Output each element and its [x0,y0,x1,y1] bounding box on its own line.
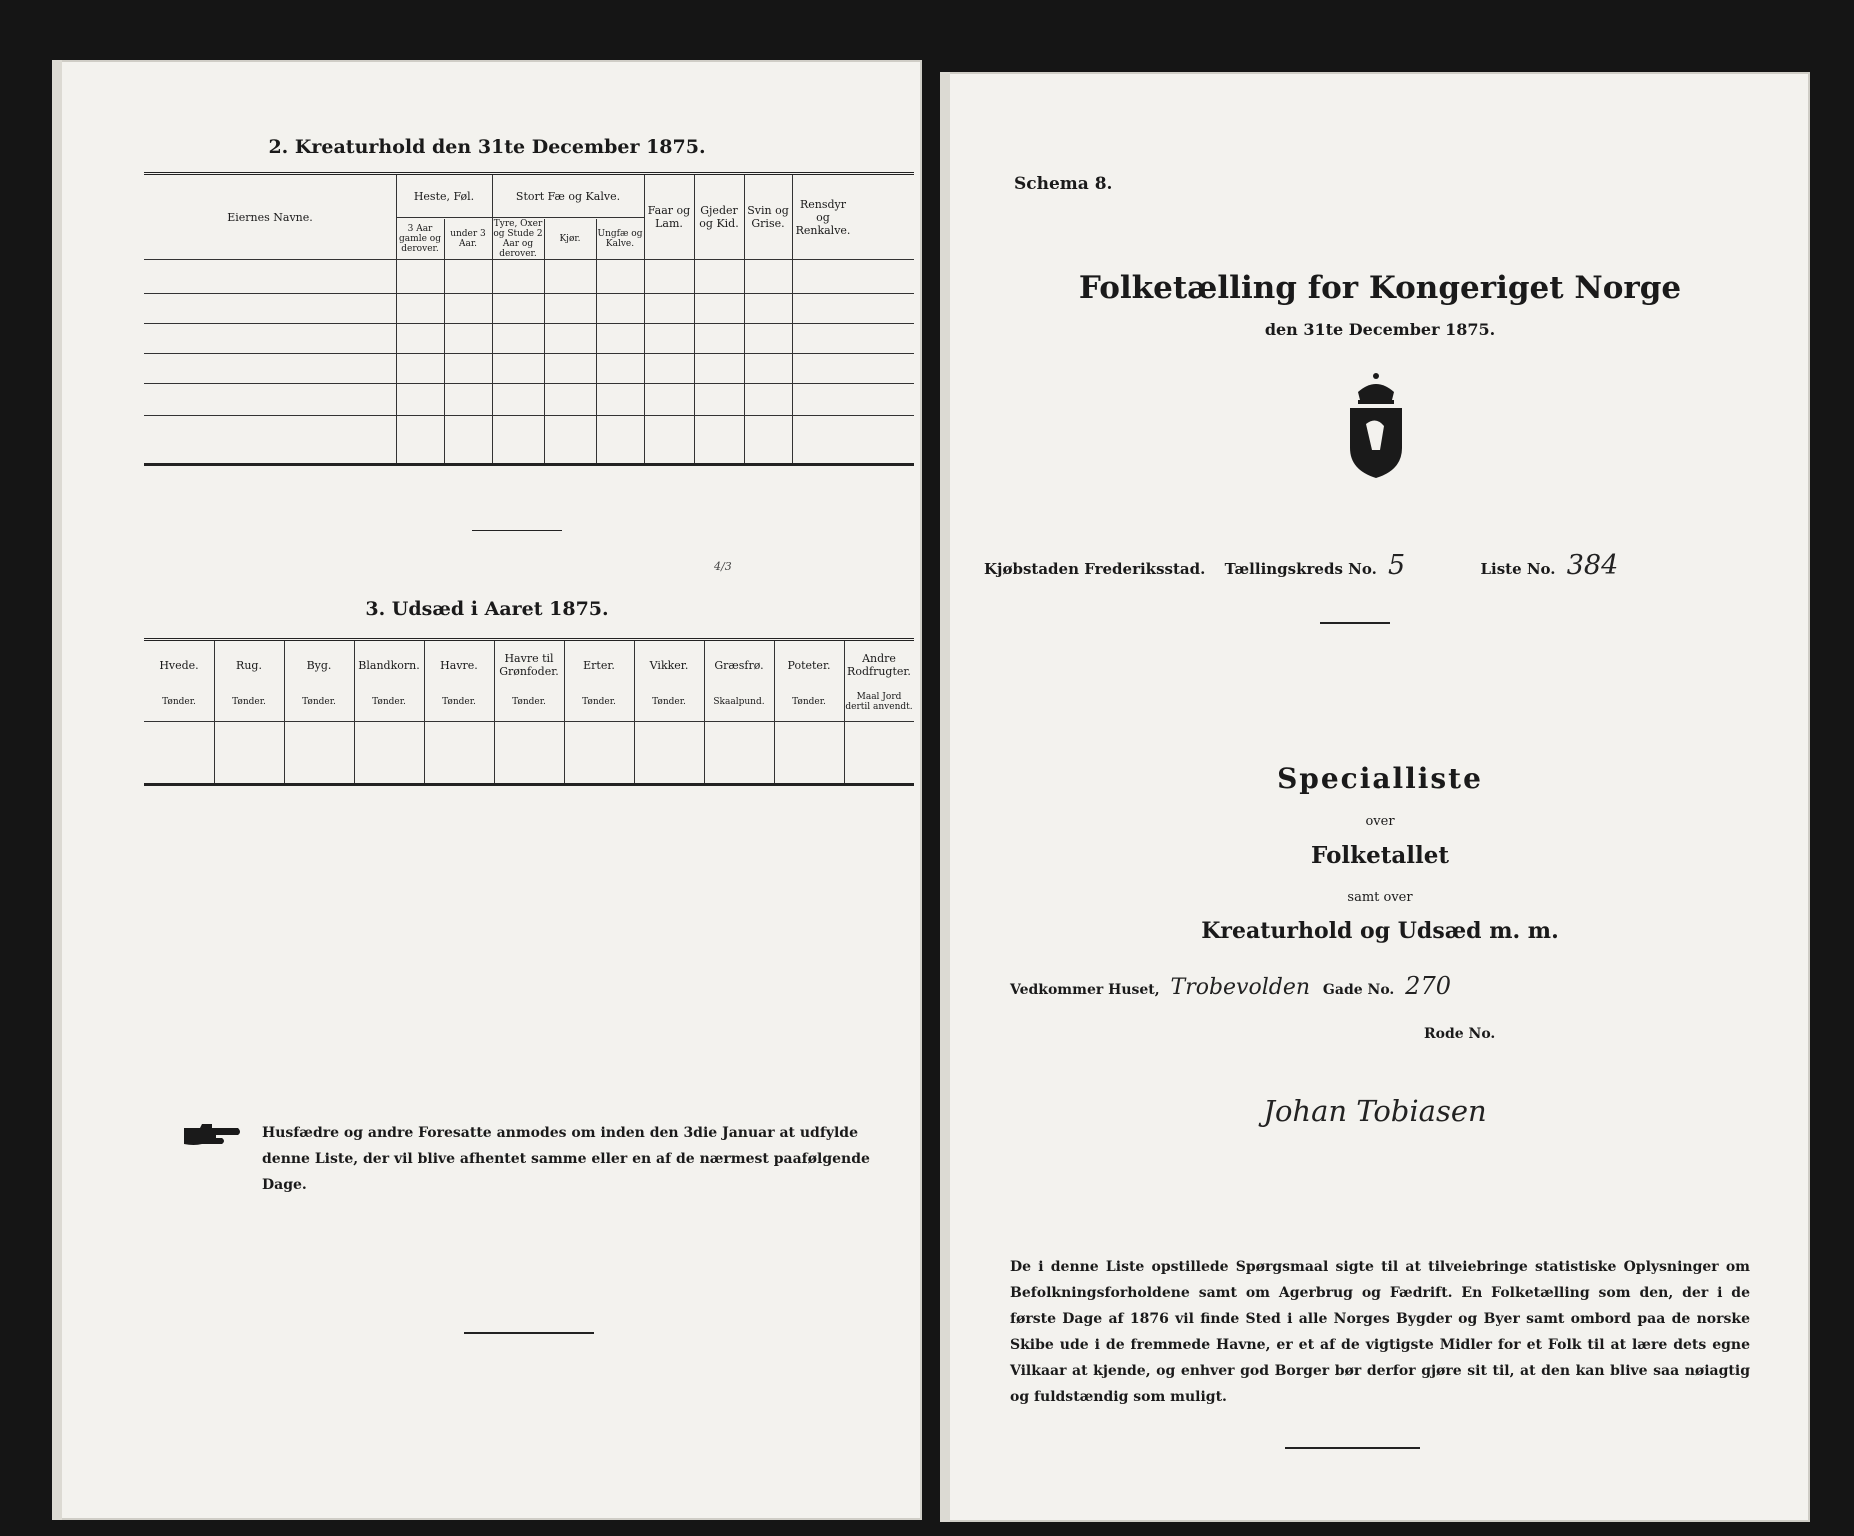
house-row [1010,972,1451,1000]
seed-col-name: Byg. [306,658,332,672]
seed-table [144,638,914,786]
right-page [940,72,1810,1522]
list-label: Liste No. [1480,560,1556,578]
col-horses-young: under 3 Aar. [450,229,486,249]
col-cattle-bulls: Tyre, Oxer og Stude 2 Aar og derover. [493,219,543,259]
signature: Johan Tobiasen [1263,1094,1487,1128]
schema-label: Schema 8. [1014,174,1113,194]
district-value: 5 [1388,550,1406,581]
seed-col-unit: Maal Jord dertil anvendt. [845,692,913,712]
group-cattle: Stort Fæ og Kalve. [515,189,621,203]
district-label: Tællingskreds No. [1224,560,1377,578]
col-cattle-cows: Kjør. [559,234,581,244]
col-owner-names: Eiernes Navne. [227,210,313,224]
seed-col-name: Erter. [583,658,615,672]
notice-text: Husfædre og andre Foresatte anmodes om inden den 3die Januar at udfylde denne Liste, der vil blive afhentet samme eller en af de nærmest paafølgende Dage. [262,1125,870,1193]
main-title: Folketælling for Kongeriget Norge [1078,270,1682,306]
special-list-title: Specialliste [1277,762,1483,795]
page-edge [52,60,62,1520]
location-row [984,550,1784,581]
divider [1320,622,1390,624]
pointing-hand-icon [182,1122,242,1154]
title-date: den 31te December 1875. [1264,320,1496,339]
over-text: over [1365,814,1395,829]
seed-col-unit: Tønder. [652,697,686,707]
livestock-table [144,172,914,466]
page-edge [940,72,950,1522]
seed-col-name: Poteter. [787,658,831,672]
seed-col-unit: Tønder. [162,697,196,707]
seed-col-unit: Tønder. [442,697,476,707]
seed-col-name: Havre. [440,658,478,672]
left-page [52,60,922,1520]
col-horses-old: 3 Aar gamle og derover. [399,224,441,254]
folketallet: Folketallet [1311,842,1449,869]
seed-title: 3. Udsæd i Aaret 1875. [365,598,609,620]
seed-col-name: Rug. [236,658,262,672]
seed-col-unit: Tønder. [302,697,336,707]
divider [472,530,562,531]
seed-col-name: Andre Rodfrugter. [847,652,911,678]
seed-col-unit: Skaalpund. [713,697,765,707]
group-horses: Heste, Føl. [413,189,475,203]
livestock-title: 2. Kreaturhold den 31te December 1875. [268,136,706,158]
seed-col-name: Havre til Grønfoder. [499,652,559,678]
col-goats: Gjeder og Kid. [699,204,739,230]
seed-col-unit: Tønder. [582,697,616,707]
coat-of-arms-icon [1344,370,1408,484]
bottom-rule [464,1332,594,1334]
col-pigs: Svin og Grise. [747,204,789,230]
seed-col-unit: Tønder. [512,697,546,707]
col-sheep: Faar og Lam. [647,204,691,230]
house-value: Trobevolden [1170,975,1311,1000]
street-value: 270 [1405,972,1451,1000]
seed-col-unit: Tønder. [372,697,406,707]
house-label: Vedkommer Huset, [1010,982,1160,998]
col-cattle-young: Ungfæ og Kalve. [597,229,643,249]
bottom-rule [1285,1447,1420,1449]
seed-col-unit: Tønder. [232,697,266,707]
seed-col-unit: Tønder. [792,697,826,707]
seed-col-name: Blandkorn. [358,658,420,672]
seed-col-name: Hvede. [159,658,199,672]
list-value: 384 [1566,550,1619,581]
seed-col-name: Vikker. [649,658,689,672]
livestock-seed-line: Kreaturhold og Udsæd m. m. [1201,918,1559,944]
street-label: Gade No. [1322,982,1395,998]
town-label: Kjøbstaden Frederiksstad. [984,560,1206,578]
pencil-mark: 4/3 [714,560,732,573]
seed-col-name: Græsfrø. [714,658,764,672]
col-reindeer: Rensdyr og Renkalve. [795,197,851,237]
instructions-paragraph: De i denne Liste opstillede Spørgsmaal sigte til at tilveiebringe statistiske Oplysninger om Befolkningsforholdene samt om Agerbrug og Fædrift. En Folketælling som den, der i de første Dage af 1876 vil finde Sted i alle Norges Bygder og Byer samt ombord paa de norske Skibe ude i de fremmede Havne, er et af de vigtigste Midler for et Folk til at lære dets egne Vilkaar at kjende, og enhver god Borger bør derfor gjøre sit til, at den kan blive saa nøiagtig og fuldstændig som muligt. [1010,1259,1750,1405]
rode-label: Rode No. [1424,1026,1496,1042]
samt-over: samt over [1347,890,1413,905]
